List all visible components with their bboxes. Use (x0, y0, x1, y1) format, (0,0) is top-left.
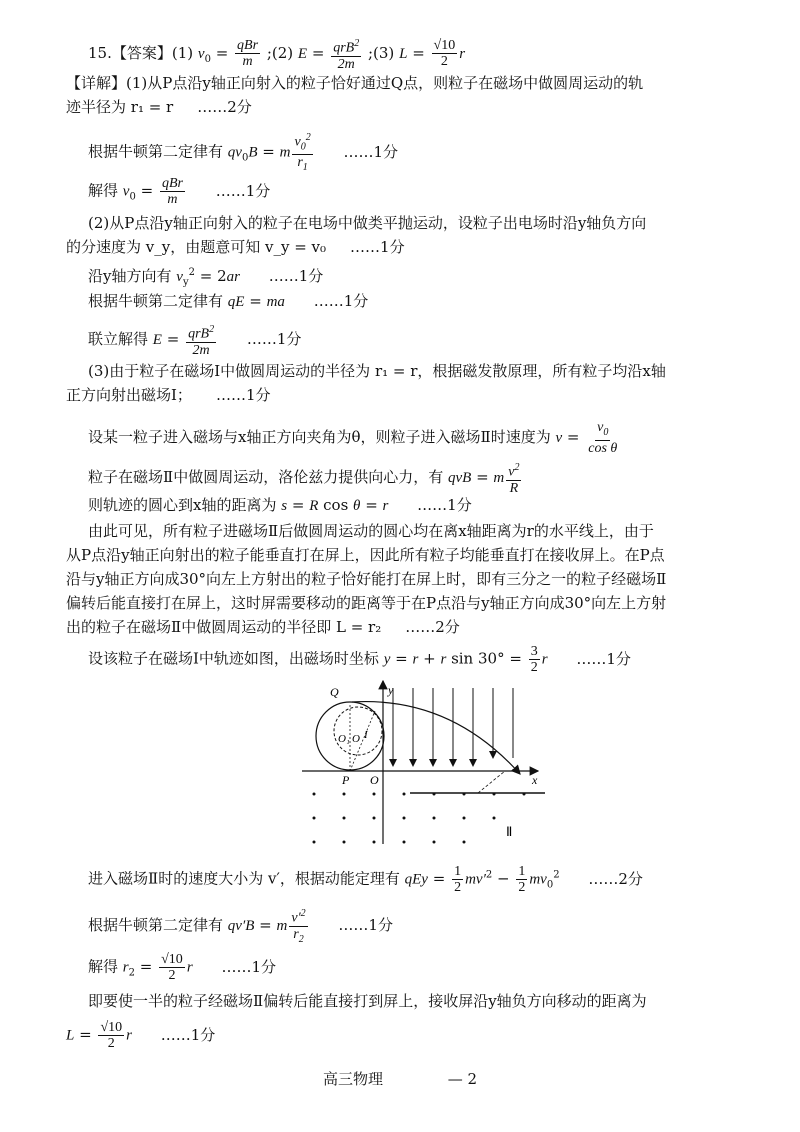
para-line-5: 出的粒子在磁场Ⅱ中做圆周运动的半径即 L = r₂ ……2分 (66, 618, 460, 636)
lorentz-eq: 粒子在磁场Ⅱ中做圆周运动，洛伦兹力提供向心力，有 qvB = m $\frac{v^2}{R}$ (88, 462, 520, 496)
part3-line-1: (3)由于粒子在磁场Ⅰ中做圆周运动的半径为 r₁ = r，根据磁发散原理，所有粒子均沿x轴 (88, 362, 666, 380)
parabolic-trajectory (352, 702, 520, 774)
answer-summary: 15.【答案】(1) $v_0$ = $\frac{\text{qBr}}{m}$ ;(2) E = $\frac{qrB^2}{2m}$ ;(3) L = $\frac{√10}{2}$ r (88, 38, 466, 72)
para-line-3: 沿与y轴正方向成30°向左上方射出的粒子恰好能打在屏上时，即有三分之一的粒子经磁场Ⅱ (66, 570, 667, 588)
label-P: P (342, 773, 350, 787)
label-y: y (388, 683, 394, 697)
solve-v0: 解得 $v_0$ = $\frac{\text{qBr}}{m}$ ……1分 (88, 176, 271, 207)
label-O: O (370, 773, 379, 787)
newton-eq-3: 根据牛顿第二定律有 qv′B = m $\frac{v'^2}{r_2}$ ……1分 (88, 908, 393, 945)
center-distance-eq: 则轨迹的圆心到x轴的距离为 s = R cos θ = r ……1分 (88, 496, 472, 514)
exit-coordinate-eq: 设该粒子在磁场Ⅰ中轨迹如图，出磁场时坐标 y = r + r sin 30° = $\frac{3}{2}$ r ……1分 (88, 644, 631, 675)
energy-eq: 进入磁场Ⅱ时的速度大小为 v′，根据动能定理有 qEy = $\frac{1}{2}$ $mv'^2$ − $\frac{1}{2}$ $mv_0^2$ ……2分 (88, 864, 643, 895)
detail-line-1: 【详解】(1)从P点沿y轴正向射入的粒子恰好通过Q点，则粒子在磁场中做圆周运动的轨 (66, 74, 644, 92)
newton-eq-2: 根据牛顿第二定律有 qE = ma ……1分 (88, 292, 369, 310)
magnetic-field-II-dots (313, 793, 526, 844)
detail-line-2: 迹半径为 r₁ = r ……2分 (66, 98, 252, 116)
label-II: Ⅱ (506, 824, 513, 839)
magnetic-field-I-circle (316, 702, 384, 770)
label-Q: Q (330, 685, 339, 699)
footer-page-number: — 2 (447, 1070, 478, 1088)
part2-line-1: (2)从P点沿y轴正向射入的粒子在电场中做类平抛运动，设粒子出电场时沿y轴负方向 (88, 214, 647, 232)
conclusion-line: 即要使一半的粒子经磁场Ⅱ偏转后能直接打到屏上，接收屏沿y轴负方向移动的距离为 (88, 992, 647, 1010)
label-I: I (364, 729, 368, 741)
answer-header: 15.【答案】 (88, 43, 172, 62)
part3-line-2: 正方向射出磁场Ⅰ； ……1分 (66, 386, 271, 404)
label-O-center: O (352, 733, 360, 745)
electric-field-arrows (393, 688, 513, 766)
solve-r2: 解得 $r_2$ = $\frac{√10}{2}$ r ……1分 (88, 952, 276, 983)
para-line-1: 由此可见，所有粒子进磁场Ⅱ后做圆周运动的圆心均在离x轴距离为r的水平线上，由于 (88, 522, 654, 540)
page-footer (0, 1068, 800, 1089)
velocity-eq: 设某一粒子进入磁场与x轴正方向夹角为θ，则粒子进入磁场Ⅱ时速度为 v = $\frac{v_0}{\text{cos θ}}$ (88, 420, 618, 456)
final-answer-L: L = $\frac{√10}{2}$ r ……1分 (66, 1020, 216, 1051)
y-direction-eq: 沿y轴方向有 $v_y^2 = 2ar$ ……1分 (88, 267, 324, 288)
para-line-2: 从P点沿y轴正向射出的粒子能垂直打在屏上，因此所有粒子均能垂直打在接收屏上。在P点 (66, 546, 665, 564)
label-x: x (532, 773, 538, 787)
newton-eq-1: 根据牛顿第二定律有 $qv_0B = m$ $\frac{v_0^2}{r_1}$ ……1分 (88, 132, 399, 174)
trajectory-diagram (300, 676, 560, 846)
part2-line-2: 的分速度为 v_y，由题意可知 v_y = v₀ ……1分 (66, 238, 405, 256)
trajectory-circle (334, 707, 382, 755)
footer-subject: 高三物理 (322, 1070, 383, 1088)
para-line-4: 偏转后能直接打在屏上，这时屏需要移动的距离等于在P点沿与y轴正方向成30°向左上方射 (66, 594, 667, 612)
label-O1: O₁ (338, 733, 350, 745)
solve-E: 联立解得 E = $\frac{qrB^2}{2m}$ ……1分 (88, 324, 302, 358)
